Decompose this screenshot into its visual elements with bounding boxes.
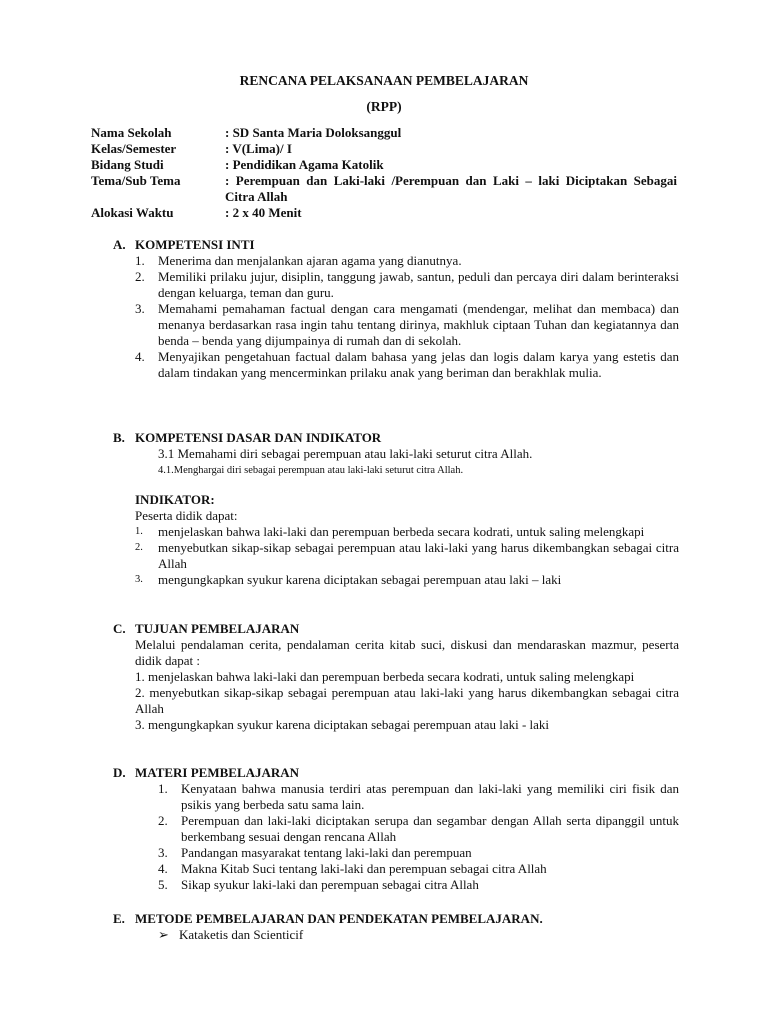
tujuan-intro: Melalui pendalaman cerita, pendalaman cerita kitab suci, diskusi dan mendaraskan mazmur, peserta didik dapat : xyxy=(135,637,679,668)
identity-label: Nama Sekolah xyxy=(91,125,172,140)
list-item xyxy=(135,301,679,349)
list-item xyxy=(158,845,679,861)
identity-value: : Perempuan dan Laki-laki /Perempuan dan Laki – laki Diciptakan Sebagai Citra Allah xyxy=(225,173,677,204)
indikator-list xyxy=(135,524,679,588)
item-text: Sikap syukur laki-laki dan perempuan sebagai citra Allah xyxy=(181,877,479,892)
identity-label: Bidang Studi xyxy=(91,157,164,172)
identity-row-subject xyxy=(91,157,677,173)
item-number: 4. xyxy=(135,349,145,364)
section-heading xyxy=(113,621,679,637)
section-heading xyxy=(113,765,679,781)
item-text: Perempuan dan laki-laki diciptakan serupa dan segambar dengan Allah serta dipanggil untuk berkembang sesuai dengan rencana Allah xyxy=(181,813,679,844)
section-tujuan-pembelajaran xyxy=(113,621,679,733)
item-text: Kenyataan bahwa manusia terdiri atas perempuan dan laki-laki yang memiliki ciri fisik dan psikis yang berbeda satu sama lain. xyxy=(181,781,679,812)
bullet-item xyxy=(158,927,679,943)
identity-value: : Pendidikan Agama Katolik xyxy=(225,157,384,172)
identity-value: : 2 x 40 Menit xyxy=(225,205,302,220)
identity-label: Tema/Sub Tema xyxy=(91,173,181,188)
identity-row-time xyxy=(91,205,677,221)
list-item xyxy=(158,877,679,893)
item-number: 3. xyxy=(135,574,143,585)
item-text: Makna Kitab Suci tentang laki-laki dan perempuan sebagai citra Allah xyxy=(181,861,547,876)
section-heading xyxy=(113,911,679,927)
indikator-intro: Peserta didik dapat: xyxy=(135,508,238,523)
section-letter: D. xyxy=(113,765,126,780)
item-number: 1. xyxy=(135,526,143,537)
item-number: 1. xyxy=(158,781,168,796)
list-item xyxy=(158,813,679,845)
section-heading xyxy=(113,430,679,446)
section-letter: E. xyxy=(113,911,125,926)
list-item xyxy=(135,349,679,381)
indikator-block xyxy=(135,492,679,524)
section-heading xyxy=(113,237,679,253)
item-number: 2. xyxy=(135,542,143,553)
kd-item: 4.1.Menghargai diri sebagai perempuan atau laki-laki seturut citra Allah. xyxy=(158,465,464,476)
kd-item: 3.1 Memahami diri sebagai perempuan atau laki-laki seturut citra Allah. xyxy=(158,446,533,461)
numbered-list xyxy=(158,781,679,893)
section-title: KOMPETENSI INTI xyxy=(135,237,255,252)
item-text: Memiliki prilaku jujur, disiplin, tanggung jawab, santun, peduli dan percaya diri dalam berinteraksi dengan keluarga, teman dan guru. xyxy=(158,269,679,300)
list-item xyxy=(135,269,679,301)
section-title: MATERI PEMBELAJARAN xyxy=(135,765,300,780)
item-text: Menyajikan pengetahuan factual dalam bahasa yang jelas dan logis dalam karya yang estetis dan dalam tindakan yang mencerminkan prilaku anak yang beriman dan berakhlak mulia. xyxy=(158,349,679,380)
item-text: Menerima dan menjalankan ajaran agama yang dianutnya. xyxy=(158,253,462,268)
tujuan-item: 1. menjelaskan bahwa laki-laki dan perempuan berbeda secara kodrati, untuk saling melengkapi xyxy=(135,669,635,684)
item-text: Kataketis dan Scienticif xyxy=(179,927,304,942)
section-letter: B. xyxy=(113,430,125,445)
identity-label: Alokasi Waktu xyxy=(91,205,174,220)
section-kompetensi-dasar xyxy=(113,430,679,588)
item-number: 3. xyxy=(158,845,168,860)
section-letter: A. xyxy=(113,237,126,252)
numbered-list xyxy=(135,253,679,381)
identity-block xyxy=(91,125,677,221)
list-item xyxy=(135,572,679,588)
identity-row-theme xyxy=(91,173,677,205)
identity-value: : V(Lima)/ I xyxy=(225,141,292,156)
section-body xyxy=(135,637,679,733)
list-item xyxy=(135,524,679,540)
item-number: 5. xyxy=(158,877,168,892)
item-number: 3. xyxy=(135,301,145,316)
identity-label: Kelas/Semester xyxy=(91,141,177,156)
identity-row-class xyxy=(91,141,677,157)
item-number: 2. xyxy=(135,269,145,284)
item-text: Pandangan masyarakat tentang laki-laki dan perempuan xyxy=(181,845,472,860)
list-item xyxy=(158,781,679,813)
list-item xyxy=(135,540,679,572)
item-text: menjelaskan bahwa laki-laki dan perempuan berbeda secara kodrati, untuk saling melengkapi xyxy=(158,524,645,539)
item-number: 4. xyxy=(158,861,168,876)
section-title: KOMPETENSI DASAR DAN INDIKATOR xyxy=(135,430,382,445)
document-title: RENCANA PELAKSANAAN PEMBELAJARAN xyxy=(239,73,529,88)
item-number: 1. xyxy=(135,253,145,268)
indikator-title: INDIKATOR: xyxy=(135,492,215,507)
section-kompetensi-inti xyxy=(113,237,679,381)
identity-row-school xyxy=(91,125,677,141)
section-title: METODE PEMBELAJARAN DAN PENDEKATAN PEMBELAJARAN. xyxy=(135,911,543,926)
item-number: 2. xyxy=(158,813,168,828)
section-metode-pembelajaran xyxy=(113,911,679,943)
tujuan-item: 2. menyebutkan sikap-sikap sebagai perempuan atau laki-laki yang harus dikembangkan sebagai citra Allah xyxy=(135,685,679,716)
section-materi-pembelajaran xyxy=(113,765,679,893)
arrow-bullet-icon: ➢ xyxy=(158,927,169,942)
item-text: Memahami pemahaman factual dengan cara mengamati (mendengar, melihat dan membaca) dan menanya berdasarkan rasa ingin tahu tentang dirinya, makhluk ciptaan Tuhan dan kegiatannya dan benda – benda yang dijumpainya di rumah dan di sekolah. xyxy=(158,301,679,348)
identity-value: : SD Santa Maria Doloksanggul xyxy=(225,125,402,140)
list-item xyxy=(135,253,679,269)
section-letter: C. xyxy=(113,621,126,636)
section-title: TUJUAN PEMBELAJARAN xyxy=(135,621,300,636)
item-text: menyebutkan sikap-sikap sebagai perempuan atau laki-laki yang harus dikembangkan sebagai citra Allah xyxy=(158,540,679,571)
list-item xyxy=(158,861,679,877)
tujuan-item: 3. mengungkapkan syukur karena diciptakan sebagai perempuan atau laki - laki xyxy=(135,717,550,732)
item-text: mengungkapkan syukur karena diciptakan sebagai perempuan atau laki – laki xyxy=(158,572,562,587)
document-subtitle: (RPP) xyxy=(366,99,402,114)
